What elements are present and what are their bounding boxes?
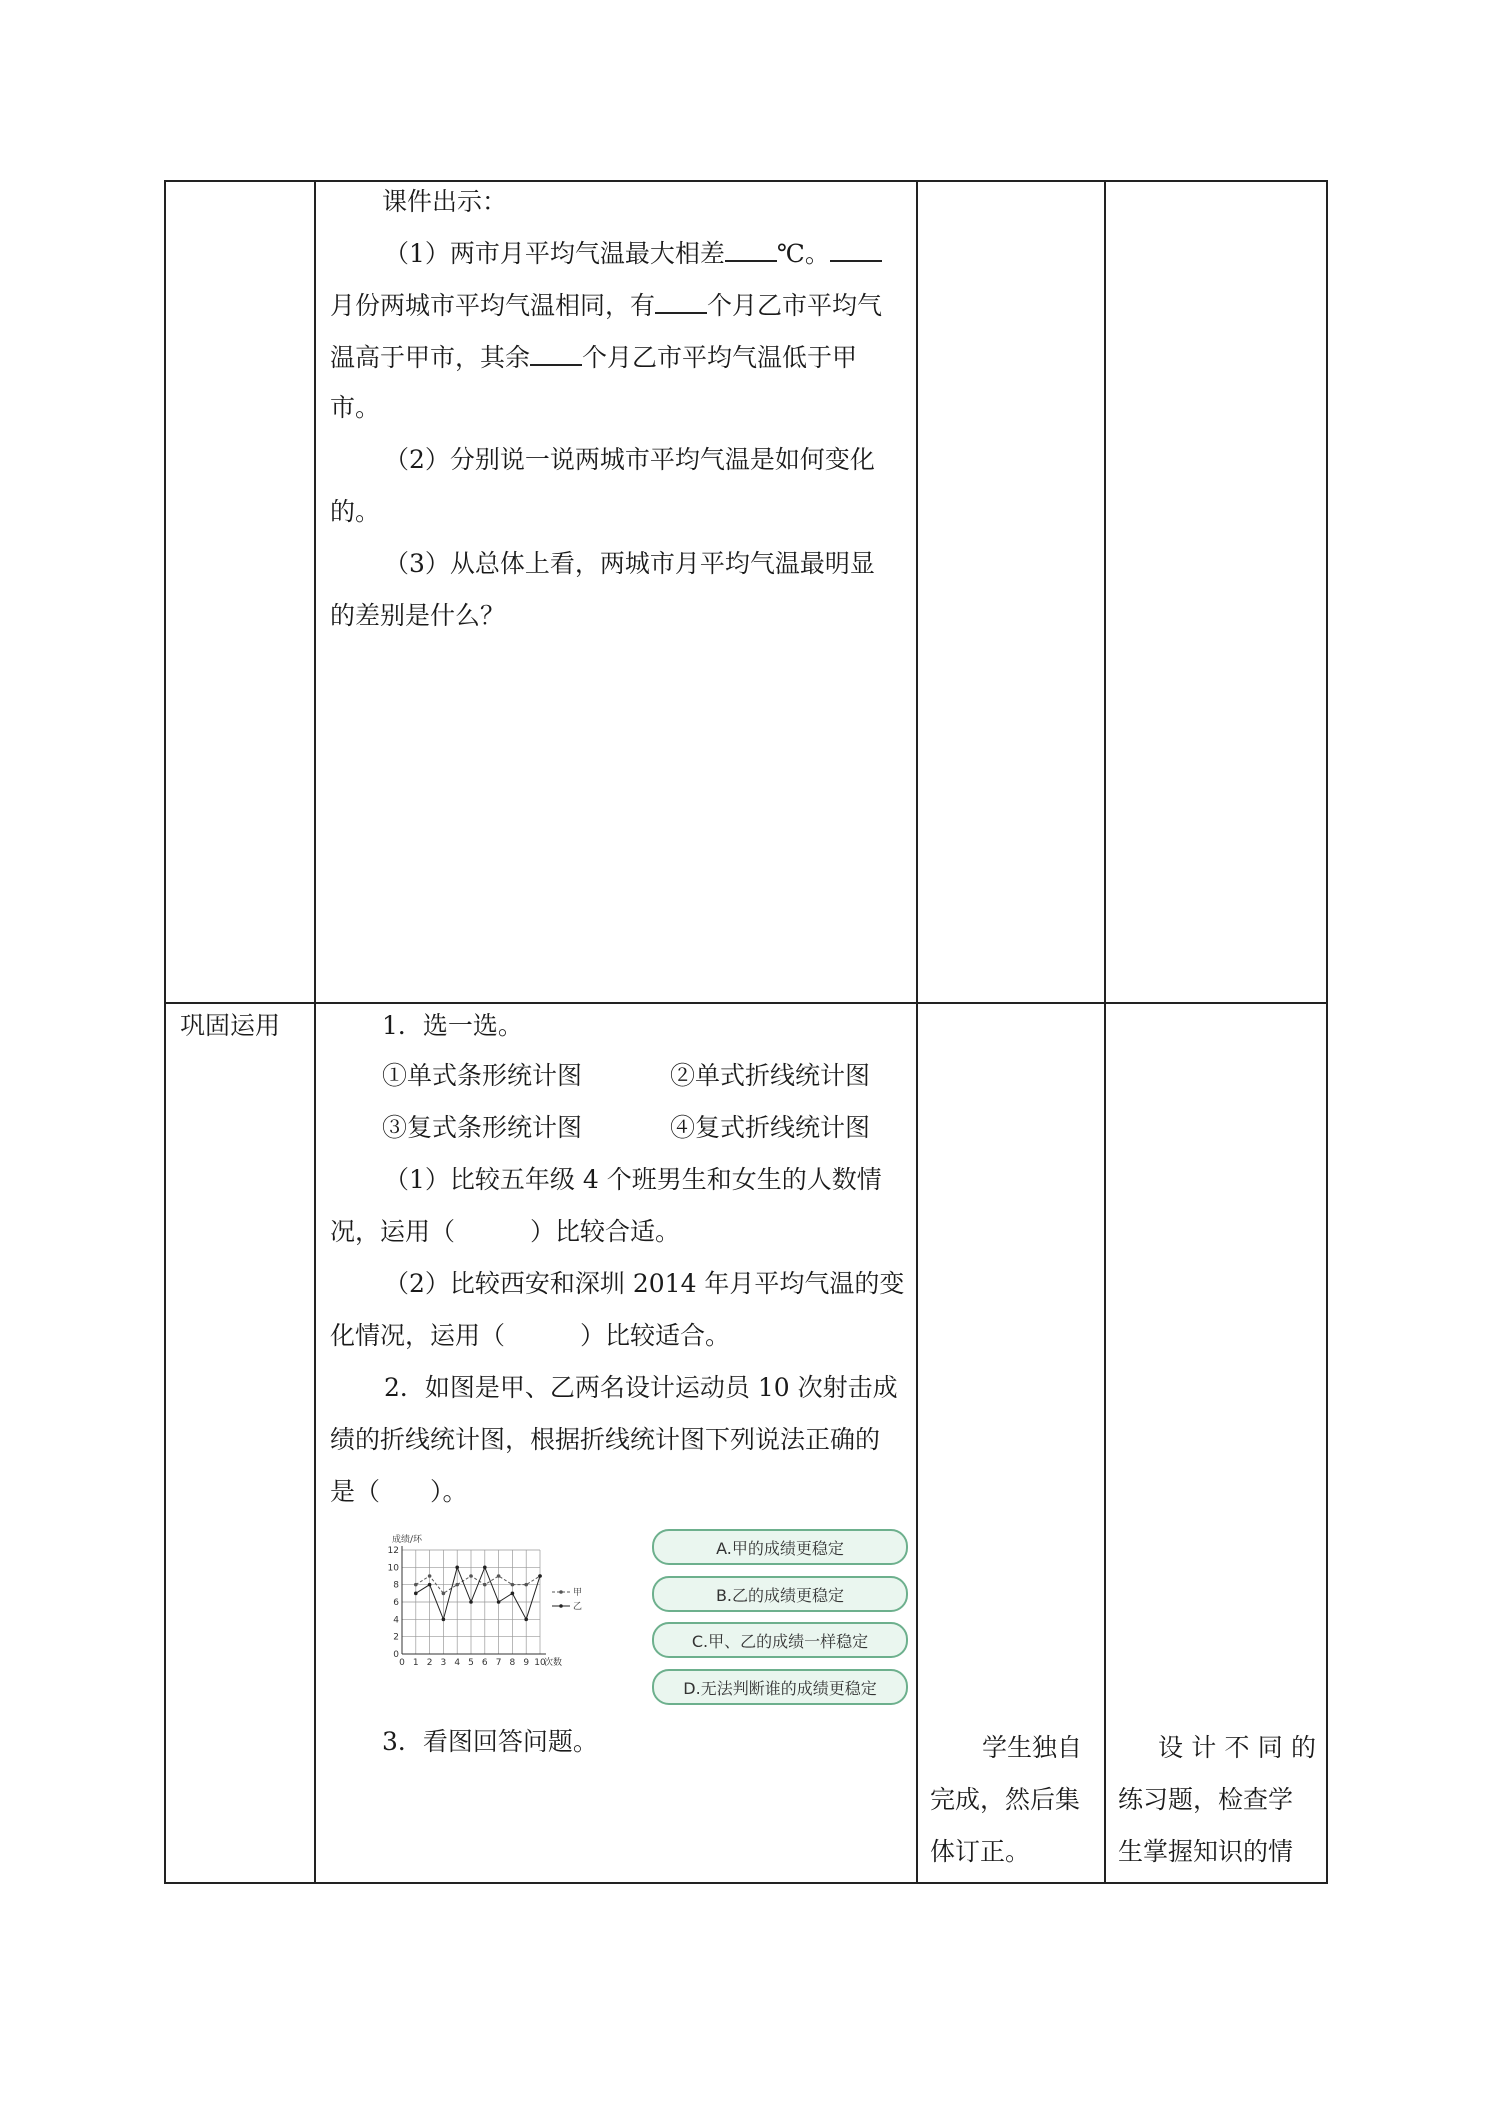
task2-line-1: 2．如图是甲、乙两名设计运动员 10 次射击成 — [384, 1373, 898, 1402]
task1-q2-line-1: （2）比较西安和深圳 2014 年月平均气温的变 — [384, 1269, 905, 1298]
task1-q1-line-1: （1）比较五年级 4 个班男生和女生的人数情 — [384, 1165, 882, 1194]
x-tick-label: 2 — [426, 1658, 433, 1668]
choice-c-button[interactable]: C.甲、乙的成绩一样稳定 — [652, 1622, 908, 1658]
table-border-right — [1326, 180, 1328, 1884]
x-tick-label: 7 — [495, 1658, 502, 1668]
answer-blank — [655, 288, 707, 314]
y-tick-label: 0 — [393, 1650, 399, 1660]
x-tick-label: 9 — [523, 1658, 530, 1668]
q1-line-3 — [330, 340, 857, 374]
data-point-yi — [428, 1583, 432, 1587]
task2-line-2: 绩的折线统计图，根据折线统计图下列说法正确的 — [330, 1425, 881, 1454]
task1-title: 1．选一选。 — [382, 1011, 523, 1040]
q1-line-2-text: 月份两城市平均气温相同，有 — [330, 291, 656, 320]
student-activity-line-3: 体订正。 — [930, 1837, 1031, 1866]
shooting-score-line-chart — [380, 1530, 620, 1674]
student-activity-line-1: 学生独自 — [982, 1733, 1083, 1762]
answer-blank — [530, 340, 582, 366]
option-3: ③复式条形统计图 — [382, 1113, 583, 1142]
q1-line-2-end: 个月乙市平均气 — [707, 291, 883, 320]
q1-line-3-end: 个月乙市平均气温低于甲 — [582, 343, 858, 372]
task2-line-3: 是（ ）。 — [330, 1477, 468, 1506]
data-point-jia — [428, 1574, 432, 1578]
y-tick-label: 4 — [393, 1615, 399, 1626]
legend-marker — [559, 1590, 563, 1594]
choice-b-button[interactable]: B.乙的成绩更稳定 — [652, 1576, 908, 1612]
option-4: ④复式折线统计图 — [670, 1113, 871, 1142]
answer-blank — [830, 236, 882, 262]
task1-q2-line-2: 化情况，运用（ ）比较适合。 — [330, 1321, 731, 1350]
y-tick-label: 6 — [393, 1598, 399, 1608]
q1-line-2 — [330, 288, 882, 322]
data-point-yi — [442, 1618, 446, 1622]
table-col-divider-3 — [1104, 180, 1106, 1884]
data-point-jia — [442, 1592, 446, 1596]
stage-label: 巩固运用 — [180, 1011, 281, 1040]
data-point-jia — [414, 1583, 418, 1587]
design-intent-line-3: 生掌握知识的情 — [1118, 1837, 1294, 1866]
data-point-jia — [497, 1574, 501, 1578]
q2-line-2: 的。 — [330, 497, 381, 526]
table-border-left — [164, 180, 166, 1884]
data-point-yi — [455, 1566, 459, 1570]
data-point-jia — [455, 1583, 459, 1587]
x-tick-label: 0 — [399, 1658, 405, 1668]
data-point-yi — [483, 1566, 487, 1570]
y-tick-label: 2 — [393, 1632, 399, 1643]
option-1: ①单式条形统计图 — [382, 1061, 583, 1090]
design-intent-line-2: 练习题，检查学 — [1118, 1785, 1294, 1814]
design-intent-line-1: 设计不同的 — [1158, 1733, 1316, 1762]
data-point-jia — [511, 1583, 515, 1587]
x-tick-label: 8 — [509, 1658, 516, 1668]
courseware-heading: 课件出示： — [382, 187, 508, 216]
q3-line-1: （3）从总体上看，两城市月平均气温最明显 — [384, 549, 875, 578]
y-tick-label: 12 — [387, 1546, 399, 1556]
x-tick-label: 1 — [412, 1658, 419, 1668]
data-point-yi — [469, 1600, 473, 1604]
x-tick-label: 3 — [440, 1658, 447, 1668]
student-activity — [930, 1722, 1092, 1878]
q2-line-1: （2）分别说一说两城市平均气温是如何变化 — [384, 445, 875, 474]
q1-line-1 — [384, 236, 882, 270]
table-border-bottom — [164, 1882, 1328, 1884]
task3-title: 3．看图回答问题。 — [382, 1727, 598, 1756]
x-axis-label: 次数 — [544, 1658, 563, 1668]
data-point-yi — [538, 1574, 542, 1578]
y-tick-label: 8 — [393, 1580, 399, 1591]
design-intent — [1118, 1722, 1316, 1878]
option-2: ②单式折线统计图 — [670, 1061, 871, 1090]
data-point-jia — [524, 1583, 528, 1587]
legend-label: 乙 — [573, 1602, 583, 1612]
task1-q1-line-2: 况，运用（ ）比较合适。 — [330, 1217, 681, 1246]
legend-marker — [559, 1604, 563, 1608]
data-point-jia — [469, 1574, 473, 1578]
series-line-yi — [416, 1567, 540, 1619]
q1-line-4: 市。 — [330, 393, 381, 422]
q1-unit: ℃。 — [776, 239, 830, 268]
q3-line-2: 的差别是什么？ — [330, 601, 506, 630]
table-col-divider-2 — [916, 180, 918, 1884]
x-tick-label: 5 — [468, 1658, 474, 1668]
table-border-top — [164, 180, 1328, 182]
y-axis-label: 成绩/环 — [392, 1535, 423, 1545]
q1-line-3-text: 温高于甲市，其余 — [330, 343, 531, 372]
table-col-divider-1 — [314, 180, 316, 1884]
data-point-yi — [524, 1618, 528, 1622]
legend-label: 甲 — [573, 1588, 583, 1598]
table-row-divider — [164, 1002, 1328, 1004]
x-tick-label: 4 — [454, 1658, 461, 1668]
data-point-yi — [414, 1592, 418, 1596]
choice-a-button[interactable]: A.甲的成绩更稳定 — [652, 1529, 908, 1565]
x-tick-label: 6 — [481, 1658, 488, 1668]
q1-line-1-text: （1）两市月平均气温最大相差 — [384, 239, 725, 268]
data-point-yi — [511, 1592, 515, 1596]
y-tick-label: 10 — [387, 1563, 399, 1574]
student-activity-line-2: 完成，然后集 — [930, 1785, 1081, 1814]
x-tick-label: 10 — [534, 1658, 546, 1668]
data-point-jia — [483, 1583, 487, 1587]
choice-d-button[interactable]: D.无法判断谁的成绩更稳定 — [652, 1669, 908, 1705]
answer-blank — [725, 236, 777, 262]
data-point-yi — [497, 1600, 501, 1604]
